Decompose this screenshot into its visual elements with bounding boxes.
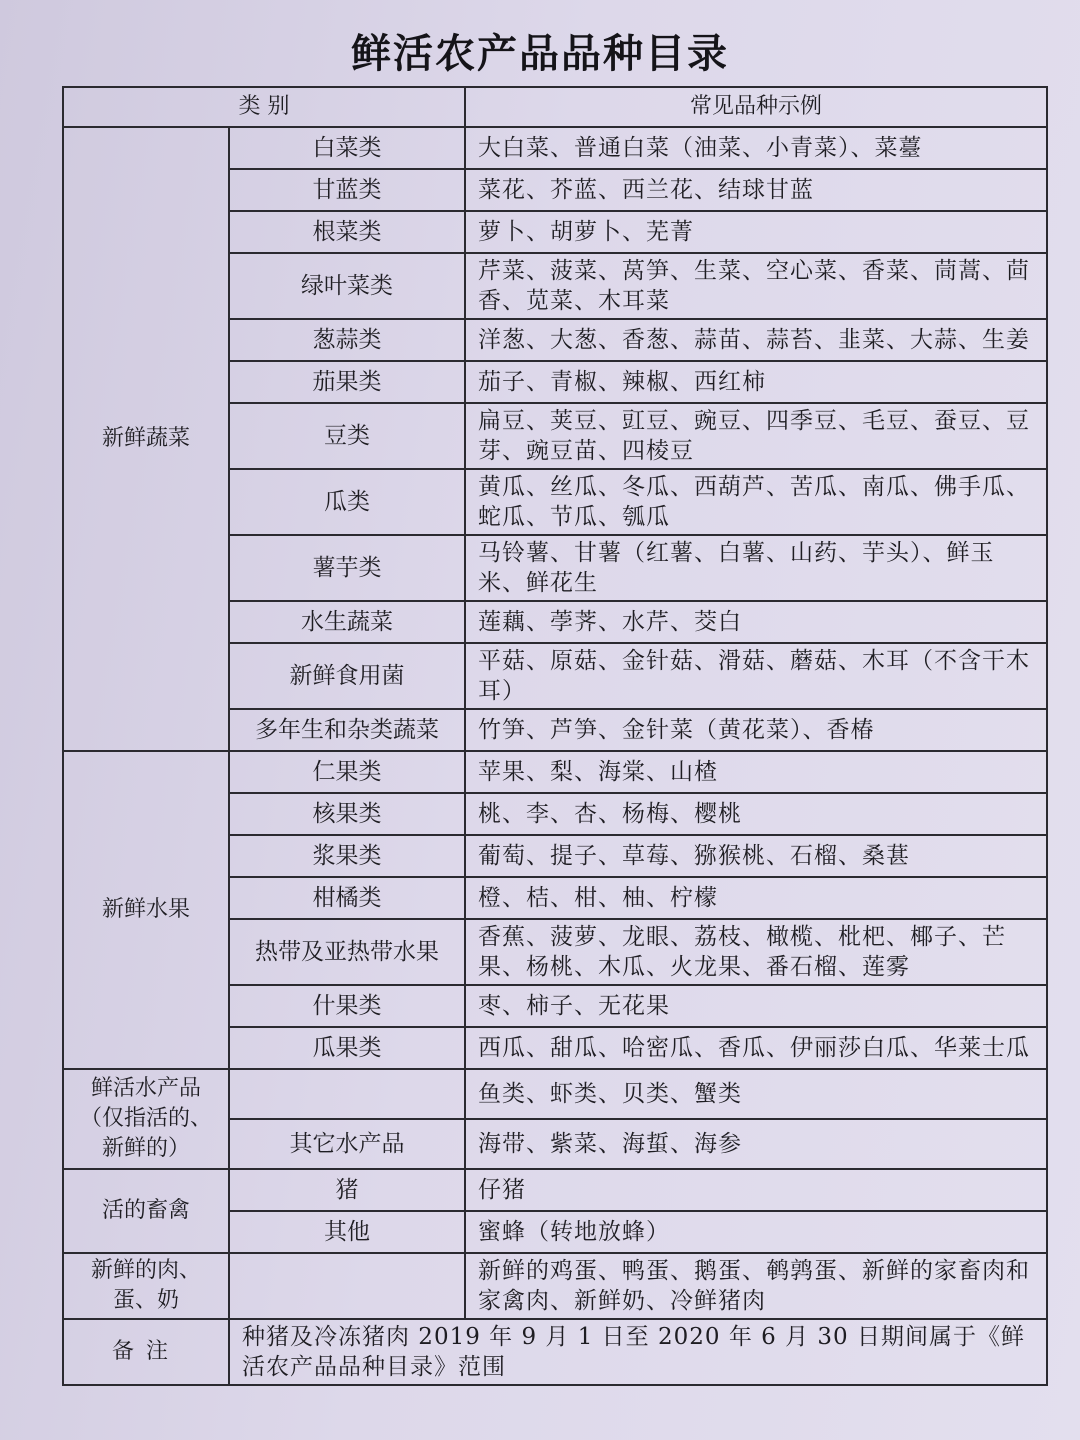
examples: 仔猪 <box>465 1169 1047 1211</box>
subcategory: 葱蒜类 <box>229 319 465 361</box>
subcategory: 其他 <box>229 1211 465 1253</box>
subcategory: 瓜果类 <box>229 1027 465 1069</box>
subcategory: 白菜类 <box>229 127 465 169</box>
subcategory: 核果类 <box>229 793 465 835</box>
examples: 平菇、原菇、金针菇、滑菇、蘑菇、木耳（不含干木耳） <box>465 643 1047 709</box>
category-meat-egg-milk: 新鲜的肉、蛋、奶 <box>63 1253 229 1319</box>
examples: 海带、紫菜、海蜇、海参 <box>465 1119 1047 1169</box>
examples: 橙、桔、柑、柚、柠檬 <box>465 877 1047 919</box>
examples: 竹笋、芦笋、金针菜（黄花菜）、香椿 <box>465 709 1047 751</box>
subcategory: 猪 <box>229 1169 465 1211</box>
table-row <box>63 127 1047 169</box>
table-header-row <box>63 87 1047 127</box>
examples: 马铃薯、甘薯（红薯、白薯、山药、芋头）、鲜玉米、鲜花生 <box>465 535 1047 601</box>
catalog-table <box>62 86 1048 1386</box>
document-title: 鲜活农产品品种目录 <box>351 30 729 77</box>
subcategory: 多年生和杂类蔬菜 <box>229 709 465 751</box>
subcategory: 柑橘类 <box>229 877 465 919</box>
subcategory: 水生蔬菜 <box>229 601 465 643</box>
subcategory: 瓜类 <box>229 469 465 535</box>
examples: 茄子、青椒、辣椒、西红柿 <box>465 361 1047 403</box>
subcategory: 热带及亚热带水果 <box>229 919 465 985</box>
examples: 黄瓜、丝瓜、冬瓜、西葫芦、苦瓜、南瓜、佛手瓜、蛇瓜、节瓜、瓠瓜 <box>465 469 1047 535</box>
examples: 葡萄、提子、草莓、猕猴桃、石榴、桑葚 <box>465 835 1047 877</box>
examples: 莲藕、荸荠、水芹、茭白 <box>465 601 1047 643</box>
examples: 苹果、梨、海棠、山楂 <box>465 751 1047 793</box>
header-examples: 常见品种示例 <box>465 87 1047 127</box>
remarks-label: 备注 <box>63 1319 229 1385</box>
examples: 扁豆、荚豆、豇豆、豌豆、四季豆、毛豆、蚕豆、豆芽、豌豆苗、四棱豆 <box>465 403 1047 469</box>
category-fruits: 新鲜水果 <box>63 751 229 1069</box>
category-vegetables: 新鲜蔬菜 <box>63 127 229 751</box>
subcategory <box>229 1253 465 1319</box>
examples: 洋葱、大葱、香葱、蒜苗、蒜苔、韭菜、大蒜、生姜 <box>465 319 1047 361</box>
table-row <box>63 751 1047 793</box>
subcategory: 茄果类 <box>229 361 465 403</box>
examples: 芹菜、菠菜、莴笋、生菜、空心菜、香菜、茼蒿、茴香、苋菜、木耳菜 <box>465 253 1047 319</box>
subcategory: 什果类 <box>229 985 465 1027</box>
subcategory: 绿叶菜类 <box>229 253 465 319</box>
subcategory <box>229 1069 465 1119</box>
examples: 菜花、芥蓝、西兰花、结球甘蓝 <box>465 169 1047 211</box>
examples: 蜜蜂（转地放蜂） <box>465 1211 1047 1253</box>
examples: 桃、李、杏、杨梅、樱桃 <box>465 793 1047 835</box>
subcategory: 薯芋类 <box>229 535 465 601</box>
remarks-text: 种猪及冷冻猪肉 2019 年 9 月 1 日至 2020 年 6 月 30 日期间属于《鲜活农产品品种目录》范围 <box>229 1319 1047 1385</box>
table-row <box>63 1253 1047 1319</box>
subcategory: 豆类 <box>229 403 465 469</box>
examples: 萝卜、胡萝卜、芜菁 <box>465 211 1047 253</box>
subcategory: 甘蓝类 <box>229 169 465 211</box>
examples: 枣、柿子、无花果 <box>465 985 1047 1027</box>
subcategory: 其它水产品 <box>229 1119 465 1169</box>
subcategory: 根菜类 <box>229 211 465 253</box>
subcategory: 新鲜食用菌 <box>229 643 465 709</box>
examples: 西瓜、甜瓜、哈密瓜、香瓜、伊丽莎白瓜、华莱士瓜 <box>465 1027 1047 1069</box>
category-livestock: 活的畜禽 <box>63 1169 229 1253</box>
subcategory: 仁果类 <box>229 751 465 793</box>
table-row <box>63 1169 1047 1211</box>
header-category: 类 别 <box>63 87 465 127</box>
examples: 鱼类、虾类、贝类、蟹类 <box>465 1069 1047 1119</box>
subcategory: 浆果类 <box>229 835 465 877</box>
examples: 新鲜的鸡蛋、鸭蛋、鹅蛋、鹌鹑蛋、新鲜的家畜肉和家禽肉、新鲜奶、冷鲜猪肉 <box>465 1253 1047 1319</box>
examples: 大白菜、普通白菜（油菜、小青菜）、菜薹 <box>465 127 1047 169</box>
examples: 香蕉、菠萝、龙眼、荔枝、橄榄、枇杷、椰子、芒果、杨桃、木瓜、火龙果、番石榴、莲雾 <box>465 919 1047 985</box>
category-aquatic: 鲜活水产品（仅指活的、新鲜的） <box>63 1069 229 1169</box>
table-row <box>63 1069 1047 1119</box>
remarks-row <box>63 1319 1047 1385</box>
